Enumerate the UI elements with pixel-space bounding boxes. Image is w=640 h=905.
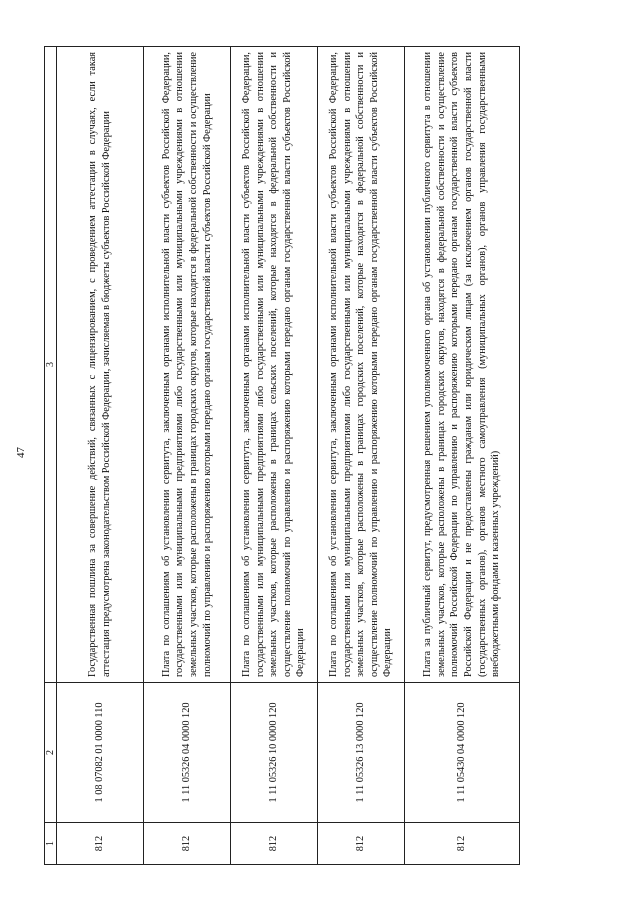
column-header-3: 3 bbox=[45, 47, 57, 683]
table-header-row bbox=[45, 47, 57, 865]
admin-code-cell: 812 bbox=[57, 823, 144, 865]
description-cell: Плата за публичный сервитут, предусмотренная решением уполномоченного органа об установлении публичного сервитута в отношении земельных участков, которые расположены в границах городских округов, находятся в федеральной собственности и осуществление полномочий Российской Федерации по управлению и распоряжению которыми передано органам государственной власти субъектов Российской Федерации и не предоставлены гражданам или юридическим лицам (за исключением органов государственной власти (государственных органов), органов местного самоуправления (муниципальных органов), органов управления государственными внебюджетными фондами и казенных учреждений) bbox=[405, 47, 520, 683]
budget-code-cell: 1 08 07082 01 0000 110 bbox=[57, 683, 144, 823]
budget-code-cell: 1 11 05326 10 0000 120 bbox=[231, 683, 318, 823]
table-row bbox=[231, 47, 318, 865]
budget-code-cell: 1 11 05326 04 0000 120 bbox=[144, 683, 231, 823]
description-cell: Плата по соглашениям об установлении сервитута, заключенным органами исполнительной власти субъектов Российской Федерации, государственными или муниципальными предприятиями либо государственными или муниципальными учреждениями в отношении земельных участков, которые расположены в границах городских поселений, которые находятся в федеральной собственности и осуществление полномочий по управлению и распоряжению которыми передано органам государственной власти субъектов Российской Федерации bbox=[318, 47, 405, 683]
table-row bbox=[318, 47, 405, 865]
column-header-1: 1 bbox=[45, 823, 57, 865]
description-cell: Государственная пошлина за совершение действий, связанных с лицензированием, с проведением аттестации в случаях, если такая аттестация предусмотрена законодательством Российской Федерации, зачисляемая в бюджеты субъектов Российской Федерации bbox=[57, 47, 144, 683]
admin-code-cell: 812 bbox=[144, 823, 231, 865]
revenue-codes-table bbox=[44, 46, 520, 865]
budget-code-cell: 1 11 05326 13 0000 120 bbox=[318, 683, 405, 823]
admin-code-cell: 812 bbox=[318, 823, 405, 865]
table-row bbox=[405, 47, 520, 865]
description-cell: Плата по соглашениям об установлении сервитута, заключенным органами исполнительной власти субъектов Российской Федерации, государственными или муниципальными предприятиями либо государственными или муниципальными учреждениями в отношении земельных участков, которые расположены в границах городских округов, которые находятся в федеральной собственности и осуществление полномочий по управлению и распоряжению которыми передано органам государственной власти субъектов Российской Федерации bbox=[144, 47, 231, 683]
admin-code-cell: 812 bbox=[405, 823, 520, 865]
table-row bbox=[144, 47, 231, 865]
table-row bbox=[57, 47, 144, 865]
description-cell: Плата по соглашениям об установлении сервитута, заключенным органами исполнительной власти субъектов Российской Федерации, государственными или муниципальными предприятиями либо государственными или муниципальными учреждениями в отношении земельных участков, которые расположены в границах сельских поселений, которые находятся в федеральной собственности и осуществление полномочий по управлению и распоряжению которыми передано органам государственной власти субъектов Российской Федерации bbox=[231, 47, 318, 683]
budget-code-cell: 1 11 05430 04 0000 120 bbox=[405, 683, 520, 823]
page-number: 47 bbox=[15, 447, 27, 458]
column-header-2: 2 bbox=[45, 683, 57, 823]
admin-code-cell: 812 bbox=[231, 823, 318, 865]
